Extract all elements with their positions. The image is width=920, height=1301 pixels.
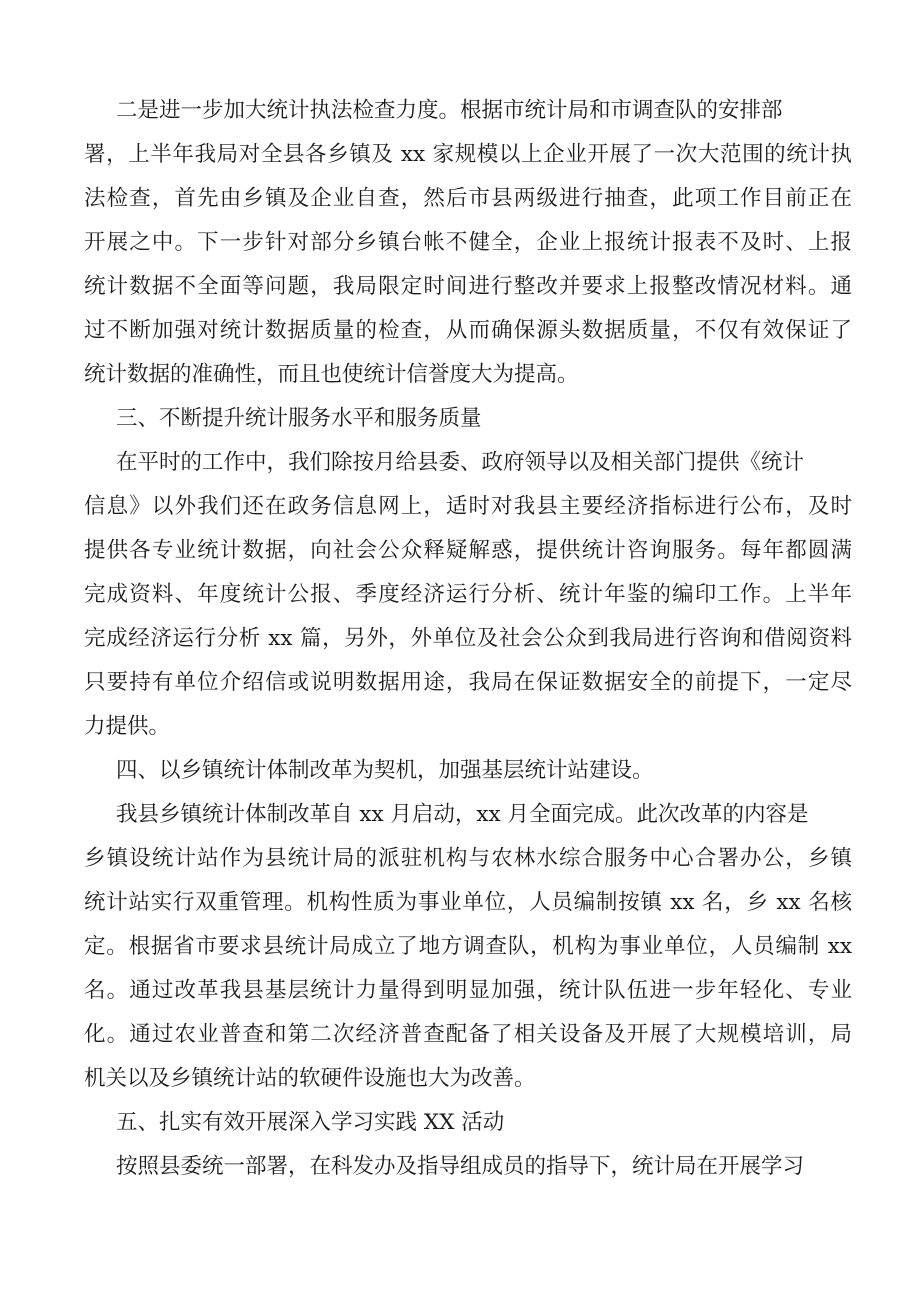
paragraph-2-line-5: 统计数据不全面等问题，我局限定时间进行整改并要求上报整改情况材料。通 [84, 274, 852, 299]
paragraph-3-line-1: 在平时的工作中，我们除按月给县委、政府领导以及相关部门提供《统计 [116, 450, 805, 475]
paragraph-4-line-1: 我县乡镇统计体制改革自 xx 月启动，xx 月全面完成。此次改革的内容是 [116, 802, 809, 827]
paragraph-4-line-4: 定。根据省市要求县统计局成立了地方调查队，机构为事业单位，人员编制 xx [84, 934, 852, 959]
paragraph-4-line-2: 乡镇设统计站作为县统计局的派驻机构与农林水综合服务中心合署办公，乡镇 [84, 846, 852, 871]
section-4-heading: 四、以乡镇统计体制改革为契机，加强基层统计站建设。 [116, 758, 654, 783]
paragraph-2-line-6: 过不断加强对统计数据质量的检查，从而确保源头数据质量，不仅有效保证了 [84, 318, 852, 343]
paragraph-4-line-7: 机关以及乡镇统计站的软硬件设施也大为改善。 [84, 1066, 536, 1091]
paragraph-3-line-4: 完成资料、年度统计公报、季度经济运行分析、统计年鉴的编印工作。上半年 [84, 582, 852, 607]
paragraph-4-line-5: 名。通过改革我县基层统计力量得到明显加强，统计队伍进一步年轻化、专业 [84, 978, 852, 1003]
section-3-heading: 三、不断提升统计服务水平和服务质量 [116, 406, 482, 431]
paragraph-2-line-3: 法检查，首先由乡镇及企业自查，然后市县两级进行抽查，此项工作目前正在 [84, 186, 852, 211]
paragraph-2-line-4: 开展之中。下一步针对部分乡镇台帐不健全，企业上报统计报表不及时、上报 [84, 230, 852, 255]
paragraph-3-line-2: 信息》以外我们还在政务信息网上，适时对我县主要经济指标进行公布，及时 [84, 494, 852, 519]
paragraph-3-line-5: 完成经济运行分析 xx 篇，另外，外单位及社会公众到我局进行咨询和借阅资料 [84, 626, 852, 651]
paragraph-5-line-1: 按照县委统一部署，在科发办及指导组成员的指导下，统计局在开展学习 [116, 1154, 805, 1179]
paragraph-2-line-7: 统计数据的准确性，而且也使统计信誉度大为提高。 [84, 362, 579, 387]
paragraph-4-line-6: 化。通过农业普查和第二次经济普查配备了相关设备及开展了大规模培训，局 [84, 1022, 852, 1047]
paragraph-2-line-2: 署，上半年我局对全县各乡镇及 xx 家规模以上企业开展了一次大范围的统计执 [84, 142, 852, 167]
paragraph-2-line-1: 二是进一步加大统计执法检查力度。根据市统计局和市调查队的安排部 [116, 98, 783, 123]
paragraph-4-line-3: 统计站实行双重管理。机构性质为事业单位，人员编制按镇 xx 名，乡 xx 名核 [84, 890, 852, 915]
paragraph-3-line-3: 提供各专业统计数据，向社会公众释疑解惑，提供统计咨询服务。每年都圆满 [84, 538, 852, 563]
paragraph-3-line-7: 力提供。 [84, 714, 171, 739]
section-5-heading: 五、扎实有效开展深入学习实践 XX 活动 [116, 1110, 505, 1135]
paragraph-3-line-6: 只要持有单位介绍信或说明数据用途，我局在保证数据安全的前提下，一定尽 [84, 670, 852, 695]
